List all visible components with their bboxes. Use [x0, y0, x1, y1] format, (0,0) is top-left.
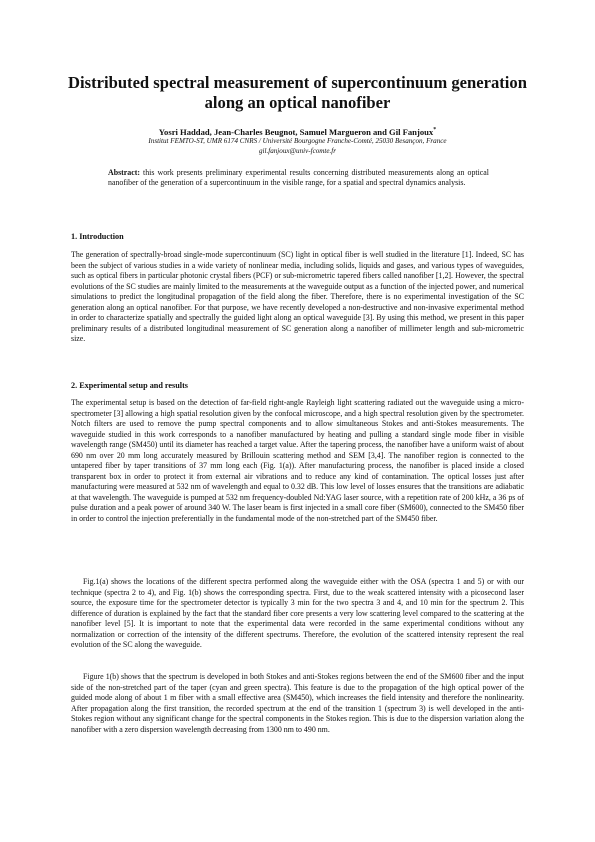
author-names: Yosri Haddad, Jean-Charles Beugnot, Samuel Margueron and Gil Fanjoux	[158, 126, 434, 137]
paper-title: Distributed spectral measurement of supercontinuum generation along an optical nanofiber	[68, 73, 527, 112]
section-heading-introduction: 1. Introduction	[71, 232, 124, 241]
experimental-paragraph-2: Fig.1(a) shows the locations of the different spectra performed along the waveguide either with the OSA (spectra 1 and 5) or with our technique (spectra 2 to 4), and Fig. 1(b) shows the corresponding spectra. First, due to the weak scattered intensity with a picosecond laser source, the exposure time for the spectrometer detector is typically 3 min for the two spectra 3 and 4, and 10 min for the spectrum 2. This difference of duration is explained by the fact that the standard fiber core presents a very low scattering level compared to the scattering at the nanofiber level [5]. It is important to note that the experimental data were recorded in the same experimental conditions without any normalization or correction of the intensity of the different spectrums. Therefore, the evolution of the scattered intensity represent the real evolution of the SC along the waveguide.	[71, 577, 524, 650]
experimental-paragraph-1: The experimental setup is based on the detection of far-field right-angle Rayleigh light scattering radiated out the waveguide using a micro-spectrometer [3] allowing a high spatial resolution given by the confocal microscope, and a high spectral resolution given by the spectrometer. Notch filters are used to remove the pump spectral components and to allow simultaneous Stokes and anti-Stokes measurements. The waveguide studied in this work corresponds to a nanofiber manufactured by heating and pulling a standard single mode fiber in visible wavelength range (SM450) until its diameter has reached a target value. After the tapering process, the nanofiber have a uniform waist of about 690 nm over 20 mm long accurately measured by Brillouin scattering method and SEM [3,4]. The nanofiber region is connected to the untapered fiber by taper transitions of 37 mm long each (Fig. 1(a)). After manufacturing process, the nanofiber is placed inside a closed transparent box in order to protect it from external air vibrations and to reduce any kind of contamination. The optical losses just after manufacturing were measured at 532 nm of wavelength and equal to 0.32 dB. This low level of losses ensures that the transitions are adiabatic at that wavelength. The waveguide is pumped at 532 nm frequency-doubled Nd:YAG laser source, with a repetition rate of 200 kHz, a 36 ps of pulse duration and a peak power of around 340 W. The laser beam is first injected in a small core fiber (SM600), connected to the SM450 fiber in order to control the injection preferentially in the fundamental mode of the non-stretched part of the SM450 fiber.	[71, 398, 524, 524]
experimental-paragraph-3: Figure 1(b) shows that the spectrum is developed in both Stokes and anti-Stokes regions between the end of the SM600 fiber and the input side of the non-stretched part of the taper (cyan and green spectra). This feature is due to the propagation of the high optical power of the guided mode along of about 1 m fiber with a small effective area (SM450), which increases the field intensity and therefore the nonlinearity. After propagation along the first transition, the recorded spectrum at the end of the transition 1 (spectrum 3) is well developed in the anti-Stokes region without any significant change for the spectral components in the Stokes region. This is due to the dispersion variation along the nanofiber with a zero dispersion wavelength decreasing from 1300 nm to 490 nm.	[71, 672, 524, 734]
abstract-text: this work presents preliminary experimental results concerning distributed measurements along an optical nanofiber of the generation of a supercontinuum in the visible range, for a spatial and spectral dynamics analysis.	[108, 168, 489, 188]
abstract-label: Abstract:	[108, 168, 140, 177]
email-address: gil.fanjoux@univ-fcomte.fr	[258, 146, 337, 155]
corresponding-author-mark: *	[433, 127, 437, 133]
introduction-paragraph: The generation of spectrally-broad single-mode supercontinuum (SC) light in optical fiber is well studied in the literature [1]. Indeed, SC has been the subject of various studies in a wide variety of nonlinear media, including solids, liquids and gases, and various types of waveguides, such as optical fibers in particular photonic crystal fibers (PCF) or sub-micrometric tapered fibers called nanofiber [1,2]. However, the spectral evolutions of the SC studies are mainly limited to the measurements at the waveguide output as a function of the injected power, and numerical simulations to predict the longitudinal propagation of the field along the fiber. Therefore, there is no experimental investigation of the SC generation along an optical nanofiber. For that purpose, we have recently developed a non-destructive and non-invasive experimental method in order to characterize spatially and spectrally the guided light along an optical waveguide [3]. By using this method, we present in this paper preliminary results of a distributed longitudinal measurement of SC generation along a nanofiber of millimeter length and sub-micrometric size.	[71, 250, 524, 344]
author-list	[60, 125, 535, 137]
affiliation-block	[60, 137, 535, 156]
affiliation: Institut FEMTO-ST, UMR 6174 CNRS / Université Bourgogne Franche-Comté, 25030 Besançon, France	[148, 137, 447, 145]
abstract	[108, 168, 489, 188]
section-heading-experimental: 2. Experimental setup and results	[71, 381, 188, 390]
